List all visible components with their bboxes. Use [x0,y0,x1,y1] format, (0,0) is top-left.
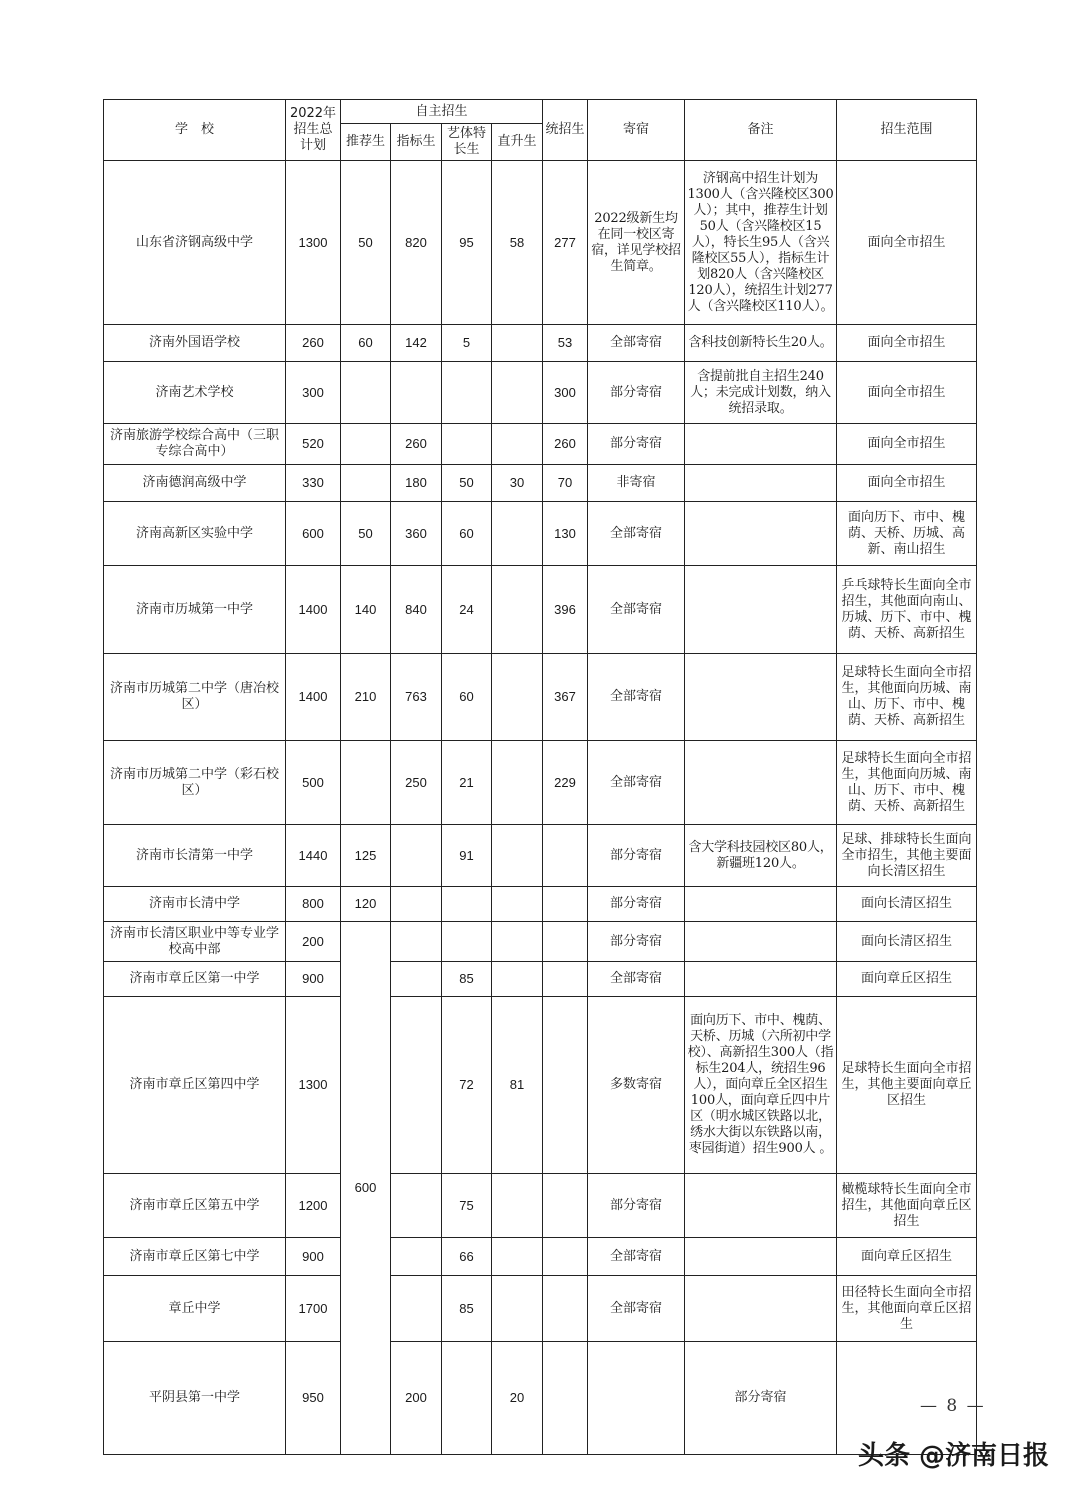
note-cell [685,1238,837,1276]
school-name: 济南市长清区职业中等专业学校高中部 [104,922,286,962]
table-row [104,741,977,825]
school-name: 平阴县第一中学 [104,1342,286,1455]
note-cell: 济钢高中招生计划为1300人（含兴隆校区300人）；其中，推荐生计划50人（含兴隆校区15人），特长生95人（含兴隆校区55人），指标生计划820人（含兴隆校区120人），统招生计划277人（含兴隆校区110人）。 [685,161,837,325]
rec-cell [341,465,391,502]
table-row [104,1276,977,1342]
table-row [104,1342,977,1455]
boarding-cell: 部分寄宿 [588,922,685,962]
quota-cell: 250 [391,741,442,825]
quota-cell [391,825,442,887]
header-quota: 指标生 [391,124,442,161]
school-name: 济南高新区实验中学 [104,502,286,566]
quota-cell [391,887,442,922]
boarding-cell: 全部寄宿 [588,325,685,362]
school-name: 济南德润高级中学 [104,465,286,502]
table-row [104,997,977,1174]
boarding-cell: 部分寄宿 [588,1174,685,1238]
boarding-cell: 部分寄宿 [588,424,685,465]
art-cell: 5 [442,325,492,362]
page-number: — 8 — [920,1396,986,1416]
rec-cell: 200 [391,1342,442,1455]
range-cell: 田径特长生面向全市招生，其他面向章丘区招生 [837,1276,977,1342]
direct-cell: 58 [492,161,543,325]
direct-cell [492,654,543,741]
plan-cell: 330 [286,465,341,502]
table-row [104,654,977,741]
boarding-cell: 部分寄宿 [685,1342,837,1455]
rec-cell [341,362,391,424]
boarding-cell: 部分寄宿 [588,362,685,424]
art-cell: 60 [442,654,492,741]
art-cell: 21 [442,741,492,825]
school-name: 济南旅游学校综合高中（三职专综合高中） [104,424,286,465]
unified-cell: 277 [543,161,588,325]
quota-cell: 840 [391,566,442,654]
range-cell: 面向全市招生 [837,465,977,502]
plan-cell: 600 [286,502,341,566]
direct-cell [543,1342,588,1455]
art-cell: 66 [442,1238,492,1276]
art-cell: 85 [442,1276,492,1342]
plan-cell: 1300 [286,161,341,325]
art-cell [442,424,492,465]
unified-cell: 53 [543,325,588,362]
range-cell: 足球、排球特长生面向全市招生，其他主要面向长清区招生 [837,825,977,887]
header-plan: 2022年招生总计划 [286,100,341,161]
direct-cell [492,962,543,997]
range-cell: 面向全市招生 [837,424,977,465]
school-name: 章丘中学 [104,1276,286,1342]
note-cell: 含提前批自主招生240人；未完成计划数，纳入统招录取。 [685,362,837,424]
note-cell [685,962,837,997]
quota-cell [391,997,442,1174]
note-cell [685,1174,837,1238]
table-row [104,922,977,962]
art-cell [442,887,492,922]
art-cell: 50 [442,465,492,502]
school-name: 济南外国语学校 [104,325,286,362]
quota-cell: 180 [391,465,442,502]
quota-cell [391,922,442,962]
note-cell [685,922,837,962]
direct-cell: 30 [492,465,543,502]
range-cell: 橄榄球特长生面向全市招生，其他面向章丘区招生 [837,1174,977,1238]
note-cell: 含科技创新特长生20人。 [685,325,837,362]
boarding-cell: 全部寄宿 [588,1276,685,1342]
table-row [104,887,977,922]
boarding-cell: 多数寄宿 [588,997,685,1174]
quota-cell [391,962,442,997]
plan-cell: 1400 [286,654,341,741]
header-unified: 统招生 [543,100,588,161]
boarding-cell: 全部寄宿 [588,1238,685,1276]
unified-cell: 300 [543,362,588,424]
direct-cell [492,325,543,362]
unified-cell [543,962,588,997]
rec-cell [341,741,391,825]
direct-cell [492,362,543,424]
boarding-cell: 部分寄宿 [588,887,685,922]
table-row [104,962,977,997]
plan-cell: 1440 [286,825,341,887]
quota-cell [391,362,442,424]
range-cell: 面向全市招生 [837,362,977,424]
plan-cell: 900 [286,1238,341,1276]
school-name: 济南市长清中学 [104,887,286,922]
note-cell [685,465,837,502]
note-cell [685,887,837,922]
note-cell: 面向历下、市中、槐荫、天桥、历城（六所初中学校）、高新招生300人（指标生204人，统招生96人），面向章丘全区招生100人，面向章丘四中片区（明水城区铁路以北，绣水大街以东铁路以南，枣园街道）招生900人 。 [685,997,837,1174]
range-cell: 面向全市招生 [837,161,977,325]
rec-cell: 140 [341,566,391,654]
plan-cell: 1200 [286,1174,341,1238]
table-row [104,465,977,502]
range-cell: 面向章丘区招生 [837,962,977,997]
table-row [104,1238,977,1276]
table-row [104,362,977,424]
plan-cell: 900 [286,962,341,997]
note-cell: 含大学科技园校区80人，新疆班120人。 [685,825,837,887]
school-name: 济南市历城第二中学（唐冶校区） [104,654,286,741]
direct-cell [492,825,543,887]
note-cell [685,502,837,566]
rec-cell [341,424,391,465]
range-cell: 足球特长生面向全市招生，其他面向历城、南山、历下、市中、槐荫、天桥、高新招生 [837,741,977,825]
range-cell: 面向历下、市中、槐荫、天桥、历城、高新、南山招生 [837,502,977,566]
direct-cell: 81 [492,997,543,1174]
art-cell: 91 [442,825,492,887]
header-self-enroll: 自主招生 [341,100,543,124]
table-row [104,161,977,325]
quota-cell [391,1238,442,1276]
range-cell: 面向长清区招生 [837,887,977,922]
quota-cell [391,1174,442,1238]
unified-cell [543,1174,588,1238]
note-cell [685,654,837,741]
range-cell: 面向长清区招生 [837,922,977,962]
school-name: 济南市长清第一中学 [104,825,286,887]
unified-cell [543,922,588,962]
boarding-cell: 全部寄宿 [588,741,685,825]
direct-cell [492,1238,543,1276]
direct-cell [492,741,543,825]
plan-cell: 800 [286,887,341,922]
table-row [104,424,977,465]
table-row [104,566,977,654]
rec-cell: 210 [341,654,391,741]
school-name: 济南市章丘区第五中学 [104,1174,286,1238]
rec-cell: 125 [341,825,391,887]
unified-cell: 260 [543,424,588,465]
school-name: 济南艺术学校 [104,362,286,424]
note-cell [685,566,837,654]
unified-cell [543,1276,588,1342]
header-recommended: 推荐生 [341,124,391,161]
school-name: 济南市章丘区第七中学 [104,1238,286,1276]
rec-cell: 120 [341,887,391,922]
plan-cell: 950 [286,1342,341,1455]
art-cell [442,362,492,424]
plan-cell: 300 [286,362,341,424]
direct-cell [492,566,543,654]
direct-cell [492,424,543,465]
boarding-cell: 部分寄宿 [588,825,685,887]
table-row [104,825,977,887]
school-name: 山东省济钢高级中学 [104,161,286,325]
direct-cell [492,502,543,566]
rec-cell: 50 [341,161,391,325]
quota-cell: 142 [391,325,442,362]
header-art-sports: 艺体特长生 [442,124,492,161]
art-cell [442,922,492,962]
source-watermark: 头条 @济南日报 [858,1441,1050,1471]
plan-cell: 1400 [286,566,341,654]
quota-cell [391,1276,442,1342]
table-row [104,325,977,362]
range-cell: 面向章丘区招生 [837,1238,977,1276]
rec-cell: 50 [341,502,391,566]
boarding-cell: 全部寄宿 [588,654,685,741]
header-direct: 直升生 [492,124,543,161]
table-row [104,1174,977,1238]
school-name: 济南市历城第一中学 [104,566,286,654]
plan-cell: 200 [286,922,341,962]
school-name: 济南市章丘区第四中学 [104,997,286,1174]
unified-cell: 229 [543,741,588,825]
header-school: 学 校 [104,100,286,161]
direct-cell [492,922,543,962]
boarding-cell: 全部寄宿 [588,962,685,997]
boarding-cell: 全部寄宿 [588,566,685,654]
unified-cell [543,825,588,887]
school-name: 济南市章丘区第一中学 [104,962,286,997]
range-cell: 足球特长生面向全市招生，其他面向历城、南山、历下、市中、槐荫、天桥、高新招生 [837,654,977,741]
unified-cell: 396 [543,566,588,654]
unified-cell: 70 [543,465,588,502]
header-range: 招生范围 [837,100,977,161]
plan-cell: 1700 [286,1276,341,1342]
quota-cell: 820 [391,161,442,325]
unified-cell [543,887,588,922]
note-cell [685,1276,837,1342]
quota-cell: 260 [391,424,442,465]
direct-cell [492,887,543,922]
range-cell: 足球特长生面向全市招生，其他主要面向章丘区招生 [837,997,977,1174]
quota-cell: 360 [391,502,442,566]
art-cell: 95 [442,161,492,325]
plan-cell: 520 [286,424,341,465]
header-note: 备注 [685,100,837,161]
art-cell: 20 [492,1342,543,1455]
boarding-cell: 2022级新生均在同一校区寄宿，详见学校招生简章。 [588,161,685,325]
rec-cell: 60 [341,325,391,362]
rec-merged-cell: 600 [341,922,391,1455]
unified-cell [588,1342,685,1455]
art-cell: 75 [442,1174,492,1238]
unified-cell [543,1238,588,1276]
plan-cell: 500 [286,741,341,825]
school-name: 济南市历城第二中学（彩石校区） [104,741,286,825]
boarding-cell: 非寄宿 [588,465,685,502]
range-cell: 乒乓球特长生面向全市招生，其他面向南山、历城、历下、市中、槐荫、天桥、高新招生 [837,566,977,654]
note-cell [685,741,837,825]
art-cell: 24 [442,566,492,654]
art-cell: 85 [442,962,492,997]
boarding-cell: 全部寄宿 [588,502,685,566]
art-cell: 60 [442,502,492,566]
direct-cell [492,1174,543,1238]
range-cell: 面向全市招生 [837,325,977,362]
enrollment-table [103,99,977,1455]
plan-cell: 260 [286,325,341,362]
quota-cell [442,1342,492,1455]
plan-cell: 1300 [286,997,341,1174]
direct-cell [492,1276,543,1342]
unified-cell [543,997,588,1174]
table-row [104,502,977,566]
header-boarding: 寄宿 [588,100,685,161]
unified-cell: 130 [543,502,588,566]
note-cell [685,424,837,465]
art-cell: 72 [442,997,492,1174]
unified-cell: 367 [543,654,588,741]
quota-cell: 763 [391,654,442,741]
